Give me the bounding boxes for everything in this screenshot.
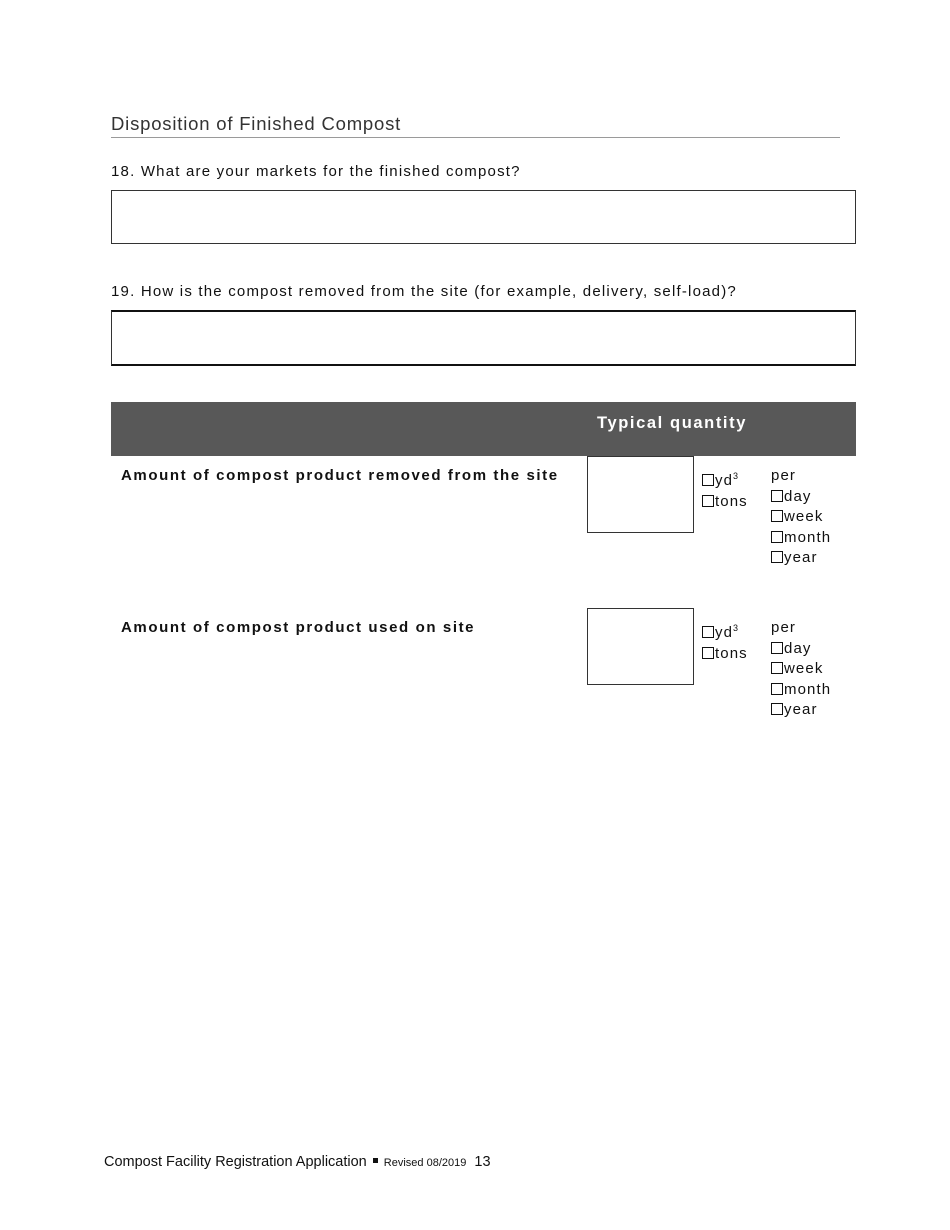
checkbox-icon[interactable] [771, 551, 783, 563]
checkbox-icon[interactable] [702, 474, 714, 486]
period-option-year[interactable]: year [771, 700, 831, 721]
checkbox-icon[interactable] [771, 490, 783, 502]
unit-option-tons[interactable]: tons [702, 492, 748, 513]
question-19-label: 19. How is the compost removed from the site (for example, delivery, self-load)? [111, 283, 737, 300]
page-footer [104, 1154, 491, 1170]
checkbox-icon[interactable] [771, 683, 783, 695]
quantity-input-used-on-site[interactable] [587, 608, 694, 685]
bullet-square-icon [373, 1158, 378, 1163]
period-option-day[interactable]: day [771, 639, 831, 660]
period-option-week[interactable]: week [771, 659, 831, 680]
row-label-removed: Amount of compost product removed from the site [121, 467, 559, 484]
checkbox-icon[interactable] [702, 626, 714, 638]
question-18-answer-field[interactable] [111, 190, 856, 244]
per-label: per [771, 619, 796, 636]
period-options-removed [771, 466, 831, 569]
section-title: Disposition of Finished Compost [111, 112, 840, 138]
row-label-used-on-site: Amount of compost product used on site [121, 619, 476, 636]
question-19-answer-field[interactable] [111, 310, 856, 366]
checkbox-icon[interactable] [771, 642, 783, 654]
checkbox-icon[interactable] [771, 703, 783, 715]
period-option-month[interactable]: month [771, 528, 831, 549]
checkbox-icon[interactable] [771, 510, 783, 522]
checkbox-icon[interactable] [702, 647, 714, 659]
per-label: per [771, 467, 796, 484]
unit-option-yd3[interactable]: $yd^3$ [702, 618, 748, 644]
table-header-typical-quantity: Typical quantity [597, 414, 747, 432]
unit-options-used-on-site [702, 618, 748, 664]
footer-title: Compost Facility Registration Application [104, 1154, 367, 1170]
quantity-input-removed[interactable] [587, 456, 694, 533]
checkbox-icon[interactable] [771, 531, 783, 543]
period-options-used-on-site [771, 618, 831, 721]
period-option-day[interactable]: day [771, 487, 831, 508]
page-number: 13 [474, 1154, 491, 1170]
unit-option-yd3[interactable]: $yd^3$ [702, 466, 748, 492]
checkbox-icon[interactable] [771, 662, 783, 674]
question-18-label: 18. What are your markets for the finished compost? [111, 163, 521, 180]
period-option-month[interactable]: month [771, 680, 831, 701]
footer-revised: Revised 08/2019 [383, 1157, 467, 1169]
period-option-week[interactable]: week [771, 507, 831, 528]
unit-options-removed [702, 466, 748, 512]
period-option-year[interactable]: year [771, 548, 831, 569]
unit-option-tons[interactable]: tons [702, 644, 748, 665]
checkbox-icon[interactable] [702, 495, 714, 507]
